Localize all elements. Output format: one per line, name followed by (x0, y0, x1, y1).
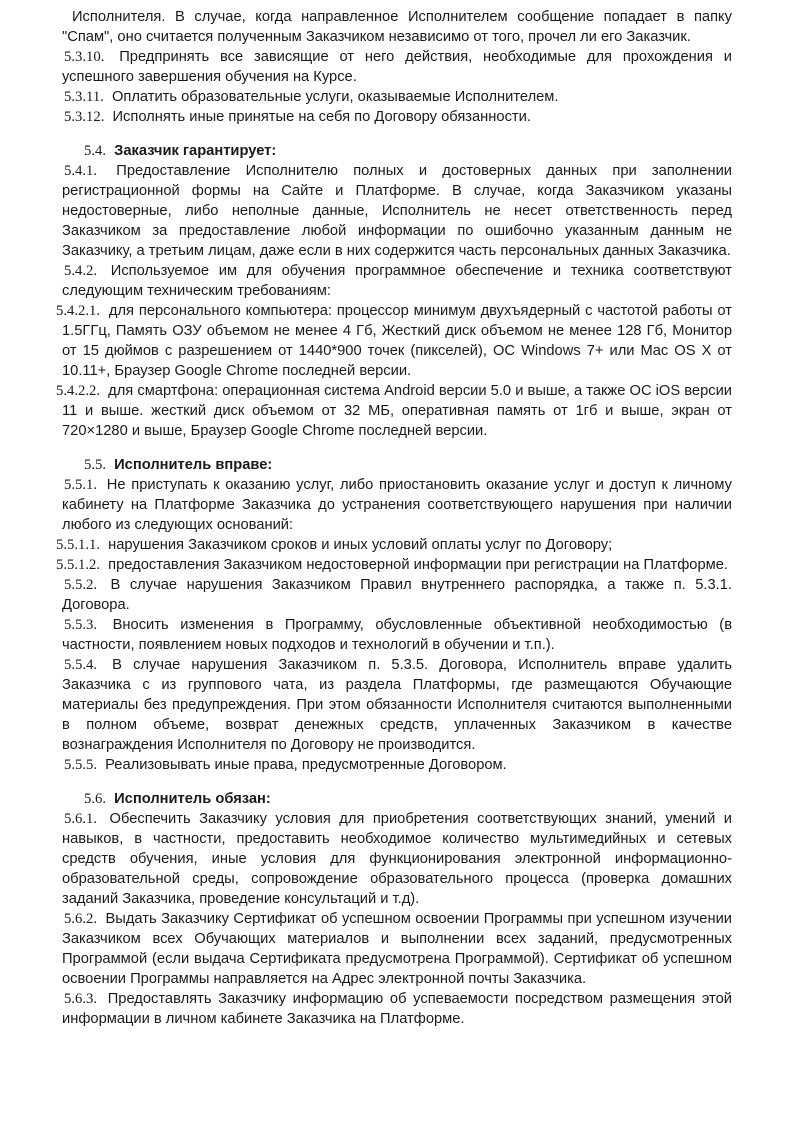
clause-number: 5.6.1. (64, 811, 98, 827)
contract-text-body (56, 7, 733, 1029)
clause-text: В случае нарушения Заказчиком Правил внутреннего распорядка, а также п. 5.3.1. Договора. (62, 577, 732, 613)
paragraph (56, 555, 732, 575)
paragraph (62, 615, 732, 655)
section-heading (62, 789, 732, 809)
clause-text: для персонального компьютера: процессор минимум двухъядерный с частотой работы от 1.5ГГц, Память ОЗУ объемом не менее 4 Гб, Жесткий диск объемом не менее 128 Гб, Монитор от 15 дюймов с разрешением от 1440*900 точек (пикселей), ОС Windows 7+ или Mac OS X от 10.11+, Браузер Google Chrome последней версии. (62, 303, 732, 379)
clause-number: 5.5.3. (64, 617, 98, 633)
clause-number: 5.5.1.2. (56, 557, 101, 573)
clause-text: для смартфона: операционная система Android версии 5.0 и выше, а также ОС iOS версии 11 и выше. жесткий диск объемом от 32 МБ, оперативная память от 1гб и выше, экран от 720×1280 и выше, Браузер Google Chrome последней версии. (62, 383, 732, 439)
clause-text: Исполнитель обязан: (114, 791, 271, 807)
clause-number: 5.5.4. (64, 657, 98, 673)
clause-number: 5.5. (84, 457, 107, 473)
clause-text: Заказчик гарантирует: (114, 143, 277, 159)
clause-text: Исполнителя. В случае, когда направленное Исполнителем сообщение попадает в папку "Спам", оно считается полученным Заказчиком независимо от того, прочел ли его Заказчик. (62, 9, 732, 45)
clause-number: 5.4.2.2. (56, 383, 101, 399)
clause-text: нарушения Заказчиком сроков и иных условий оплаты услуг по Договору; (108, 537, 613, 553)
clause-text: Не приступать к оказанию услуг, либо приостановить оказание услуг и доступ к личному кабинету на Платформе Заказчика до устранения соответствующего нарушения при наличии любого из следующих оснований: (62, 477, 732, 533)
clause-text: Предоставление Исполнителю полных и достоверных данных при заполнении регистрационной формы на Сайте и Платформе. В случае, когда Заказчиком указаны недостоверные, либо неполные данные, Исполнитель не несет ответственность перед Заказчиком за предоставление любой информации по ошибочно указанным данным не Заказчику, а третьим лицам, даже если в них содержится часть персональных данных Заказчика. (62, 163, 732, 259)
clause-number: 5.3.10. (64, 49, 105, 65)
clause-text: Оплатить образовательные услуги, оказываемые Исполнителем. (111, 89, 559, 105)
paragraph (56, 381, 732, 441)
paragraph (62, 107, 732, 127)
clause-number: 5.3.12. (64, 109, 105, 125)
paragraph (62, 575, 732, 615)
clause-text: Предпринять все зависящие от него действия, необходимые для прохождения и успешного завершения обучения на Курсе. (62, 49, 732, 85)
clause-number: 5.5.2. (64, 577, 98, 593)
paragraph (62, 909, 732, 989)
clause-text: Используемое им для обучения программное обеспечение и техника соответствуют следующим техническим требованиям: (62, 263, 732, 299)
clause-number: 5.6.2. (64, 911, 98, 927)
clause-text: Исполнять иные принятые на себя по Договору обязанности. (112, 109, 531, 125)
clause-text: Реализовывать иные права, предусмотренные Договором. (105, 757, 507, 773)
clause-text: Вносить изменения в Программу, обусловленные объективной необходимостью (в частности, появлением новых подходов и технологий в обучении и т.п.). (62, 617, 732, 653)
paragraph (62, 809, 732, 909)
clause-text: предоставления Заказчиком недостоверной информации при регистрации на Платформе. (108, 557, 728, 573)
clause-number: 5.3.11. (64, 89, 104, 105)
clause-number: 5.5.5. (64, 757, 98, 773)
paragraph (62, 87, 732, 107)
paragraph (62, 755, 732, 775)
paragraph (56, 301, 732, 381)
section-heading (62, 455, 732, 475)
clause-text: В случае нарушения Заказчиком п. 5.3.5. Договора, Исполнитель вправе удалить Заказчика с из группового чата, из раздела Платформы, где размещаются Обучающие материалы без предупреждения. При этом обязанности Исполнителя считаются выполненными в полном объеме, возврат денежных средств, уплаченных Заказчиком в качестве вознаграждения Исполнителя по Договору не производится. (62, 657, 732, 753)
clause-number: 5.4. (84, 143, 107, 159)
clause-number: 5.6. (84, 791, 107, 807)
clause-text: Выдать Заказчику Сертификат об успешном освоении Программы при успешном изучении Заказчиком всех Обучающих материалов и выполнении всех заданий, предусмотренных Программой (если выдача Сертификата предусмотрена Программой). Сертификат об успешном освоении Программы направляется на Адрес электронной почты Заказчика. (62, 911, 732, 987)
paragraph (62, 655, 732, 755)
paragraph (62, 161, 732, 261)
paragraph (56, 535, 732, 555)
section-heading (62, 141, 732, 161)
clause-text: Обеспечить Заказчику условия для приобретения соответствующих знаний, умений и навыков, в частности, предоставить необходимое количество мультимедийных и сетевых средств обучения, иные условия для функционирования электронной информационно-образовательной среды, сопровождение образовательного процесса (проверка домашних заданий Заказчика, проведение консультаций и т.д). (62, 811, 733, 907)
clause-number: 5.5.1. (64, 477, 98, 493)
clause-number: 5.4.2.1. (56, 303, 101, 319)
clause-number: 5.5.1.1. (56, 537, 101, 553)
clause-text: Предоставлять Заказчику информацию об успеваемости посредством размещения этой информации в личном кабинете Заказчика на Платформе. (62, 991, 732, 1027)
paragraph (62, 989, 732, 1029)
clause-text: Исполнитель вправе: (114, 457, 273, 473)
clause-number: 5.4.1. (64, 163, 98, 179)
paragraph (62, 475, 732, 535)
clause-number: 5.6.3. (64, 991, 98, 1007)
clause-number: 5.4.2. (64, 263, 98, 279)
paragraph (62, 47, 732, 87)
paragraph (62, 261, 732, 301)
paragraph (62, 7, 732, 47)
